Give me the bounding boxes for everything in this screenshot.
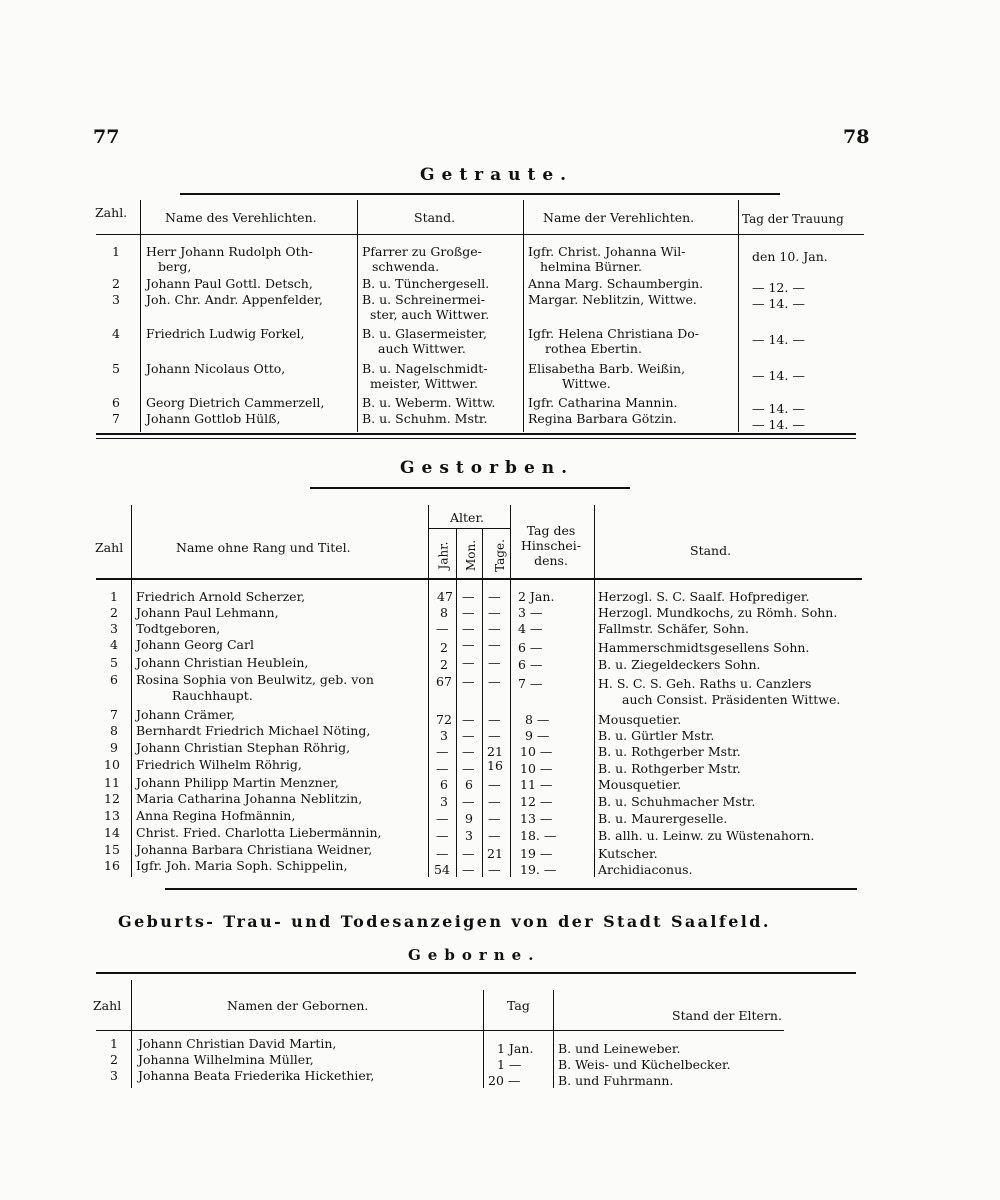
gestorben-row-15-name: Johanna Barbara Christiana Weidner,: [136, 842, 373, 857]
gestorben-row-7-name: Johann Crämer,: [136, 707, 235, 722]
getraute-row-5-stand: B. u. Nagelschmidt-: [362, 361, 488, 376]
getraute-row-4-stand-cont: auch Wittwer.: [378, 341, 466, 356]
gestorben-row-6-stand-cont: auch Consist. Präsidenten Wittwe.: [622, 692, 841, 707]
header-jahre: Jahr.: [436, 541, 451, 570]
getraute-row-1-bride-cont: helmina Bürner.: [540, 259, 643, 274]
gestorben-row-8-tage: —: [488, 728, 501, 743]
gestorben-row-4-name: Johann Georg Carl: [136, 637, 254, 652]
geborne-row-1-number: 1: [110, 1036, 118, 1051]
gestorben-row-4-tag: 6 —: [518, 640, 543, 655]
gestorben-row-6-number: 6: [110, 672, 118, 687]
gestorben-row-1-jahre: 47: [437, 589, 453, 604]
gestorben-row-8-monate: —: [462, 728, 475, 743]
gestorben-row-12-monate: —: [462, 794, 475, 809]
gestorben-row-7-tage: —: [488, 712, 501, 727]
gestorben-row-3-tag: 4 —: [518, 621, 543, 636]
gestorben-row-7-monate: —: [462, 712, 475, 727]
gestorben-row-6-monate: —: [462, 674, 475, 689]
gestorben-row-1-stand: Herzogl. S. C. Saalf. Hofprediger.: [598, 589, 810, 604]
gestorben-row-1-number: 1: [110, 589, 118, 604]
gestorben-row-3-tage: —: [488, 621, 501, 636]
gestorben-row-9-tage: 21: [487, 744, 503, 759]
gestorben-row-16-number: 16: [104, 858, 120, 873]
gestorben-row-2-jahre: 8: [440, 605, 448, 620]
getraute-row-3-stand: B. u. Schreinermei-: [362, 292, 486, 307]
header-name: Name ohne Rang und Titel.: [176, 540, 351, 555]
gestorben-row-10-name: Friedrich Wilhelm Röhrig,: [136, 757, 302, 772]
getraute-row-4-number: 4: [112, 326, 120, 341]
gestorben-row-15-stand: Kutscher.: [598, 846, 658, 861]
gestorben-row-14-tag: 18. —: [520, 828, 557, 843]
header-name-bride: Name der Verehlichten.: [543, 210, 695, 225]
gestorben-row-12-number: 12: [104, 791, 120, 806]
header-zahl: Zahl: [95, 540, 124, 555]
getraute-row-3-name: Joh. Chr. Andr. Appenfelder,: [146, 292, 323, 307]
geborne-row-2-number: 2: [110, 1052, 118, 1067]
getraute-row-6-stand: B. u. Weberm. Wittw.: [362, 395, 496, 410]
page-number-right: 78: [843, 126, 870, 148]
gestorben-row-5-stand: B. u. Ziegeldeckers Sohn.: [598, 657, 761, 672]
gestorben-row-13-name: Anna Regina Hofmännin,: [136, 808, 296, 823]
gestorben-row-9-tag: 10 —: [520, 744, 553, 759]
gestorben-row-9-number: 9: [110, 740, 118, 755]
getraute-row-4-stand: B. u. Glasermeister,: [362, 326, 488, 341]
gestorben-row-3-stand: Fallmstr. Schäfer, Sohn.: [598, 621, 749, 636]
gestorben-row-10-monate: —: [462, 761, 475, 776]
gestorben-row-5-tage: —: [488, 655, 501, 670]
getraute-row-2-stand: B. u. Tünchergesell.: [362, 276, 490, 291]
gestorben-row-13-tage: —: [488, 811, 501, 826]
gestorben-row-15-monate: —: [462, 846, 475, 861]
gestorben-row-10-tage: 16: [487, 758, 503, 773]
gestorben-row-6-name-cont: Rauchhaupt.: [172, 688, 253, 703]
getraute-row-3-date: — 14. —: [752, 296, 805, 311]
geborne-row-3-tag: 20 —: [488, 1073, 521, 1088]
gestorben-row-4-jahre: 2: [440, 640, 448, 655]
gestorben-row-12-name: Maria Catharina Johanna Neblitzin,: [136, 791, 363, 806]
getraute-row-4-name: Friedrich Ludwig Forkel,: [146, 326, 305, 341]
gestorben-row-1-name: Friedrich Arnold Scherzer,: [136, 589, 306, 604]
gestorben-row-13-stand: B. u. Maurergeselle.: [598, 811, 728, 826]
header-zahl: Zahl: [93, 998, 122, 1013]
getraute-row-1-stand-cont: schwenda.: [372, 259, 440, 274]
getraute-row-7-date: — 14. —: [752, 417, 805, 432]
gestorben-row-7-stand: Mousquetier.: [598, 712, 682, 727]
getraute-row-6-date: — 14. —: [752, 401, 805, 416]
gestorben-row-9-jahre: —: [436, 744, 449, 759]
gestorben-row-3-name: Todtgeboren,: [136, 621, 221, 636]
gestorben-row-1-tag: 2 Jan.: [518, 589, 555, 604]
getraute-row-5-number: 5: [112, 361, 120, 376]
gestorben-row-8-number: 8: [110, 723, 118, 738]
gestorben-row-8-stand: B. u. Gürtler Mstr.: [598, 728, 715, 743]
gestorben-row-5-name: Johann Christian Heublein,: [136, 655, 309, 670]
gestorben-row-13-tag: 13 —: [520, 811, 553, 826]
section-title-getraute: Getraute.: [420, 165, 574, 185]
getraute-row-1-bride: Igfr. Christ. Johanna Wil-: [528, 244, 686, 259]
gestorben-row-4-tage: —: [488, 637, 501, 652]
gestorben-row-16-tage: —: [488, 862, 501, 877]
gestorben-row-12-tag: 12 —: [520, 794, 553, 809]
getraute-row-1-name: Herr Johann Rudolph Oth-: [146, 244, 313, 259]
getraute-row-1-number: 1: [112, 244, 120, 259]
gestorben-row-7-number: 7: [110, 707, 118, 722]
gestorben-row-9-stand: B. u. Rothgerber Mstr.: [598, 744, 741, 759]
getraute-row-2-date: — 12. —: [752, 280, 805, 295]
gestorben-row-10-jahre: —: [436, 761, 449, 776]
gestorben-row-9-name: Johann Christian Stephan Röhrig,: [136, 740, 351, 755]
gestorben-row-8-name: Bernhardt Friedrich Michael Nöting,: [136, 723, 371, 738]
gestorben-row-12-stand: B. u. Schuhmacher Mstr.: [598, 794, 756, 809]
getraute-row-5-name: Johann Nicolaus Otto,: [146, 361, 286, 376]
getraute-row-7-stand: B. u. Schuhm. Mstr.: [362, 411, 488, 426]
gestorben-row-1-tage: —: [488, 589, 501, 604]
gestorben-row-11-number: 11: [104, 775, 120, 790]
getraute-row-1-date: den 10. Jan.: [752, 249, 828, 264]
getraute-row-2-bride: Anna Marg. Schaumbergin.: [528, 276, 704, 291]
gestorben-row-11-jahre: 6: [440, 777, 448, 792]
geborne-row-3-stand: B. und Fuhrmann.: [558, 1073, 674, 1088]
gestorben-row-2-stand: Herzogl. Mundkochs, zu Römh. Sohn.: [598, 605, 838, 620]
gestorben-row-2-tag: 3 —: [518, 605, 543, 620]
getraute-row-6-number: 6: [112, 395, 120, 410]
gestorben-row-5-number: 5: [110, 655, 118, 670]
header-monate: Mon.: [464, 539, 479, 572]
gestorben-row-3-monate: —: [462, 621, 475, 636]
section-title-geborne: Geborne.: [408, 946, 541, 964]
gestorben-row-5-tag: 6 —: [518, 657, 543, 672]
saalfeld-heading: Geburts- Trau- und Todesanzeigen von der Stadt Saalfeld.: [118, 912, 771, 931]
gestorben-row-14-monate: 3: [465, 828, 473, 843]
header-namen: Namen der Gebornen.: [227, 998, 369, 1013]
gestorben-row-6-tage: —: [488, 674, 501, 689]
gestorben-row-14-name: Christ. Fried. Charlotta Liebermännin,: [136, 825, 382, 840]
getraute-row-4-bride-cont: rothea Ebertin.: [545, 341, 642, 356]
getraute-row-3-bride: Margar. Neblitzin, Wittwe.: [528, 292, 697, 307]
header-zahl: Zahl.: [95, 205, 128, 220]
gestorben-row-4-number: 4: [110, 637, 118, 652]
header-tag-des-hinscheidens: Tag des Hinschei- dens.: [520, 523, 582, 568]
gestorben-row-13-number: 13: [104, 808, 120, 823]
gestorben-row-6-tag: 7 —: [518, 676, 543, 691]
geborne-row-1-tag: 1 Jan.: [497, 1041, 534, 1056]
gestorben-row-16-monate: —: [462, 862, 475, 877]
gestorben-row-1-monate: —: [462, 589, 475, 604]
getraute-row-5-date: — 14. —: [752, 368, 805, 383]
getraute-row-4-date: — 14. —: [752, 332, 805, 347]
header-date: Tag der Trauung: [742, 212, 844, 226]
gestorben-row-3-number: 3: [110, 621, 118, 636]
header-alter: Alter.: [450, 510, 485, 525]
gestorben-row-16-stand: Archidiaconus.: [598, 862, 693, 877]
header-stand-der-eltern: Stand der Eltern.: [672, 1008, 782, 1023]
gestorben-row-6-jahre: 67: [436, 674, 452, 689]
getraute-row-1-stand: Pfarrer zu Großge-: [362, 244, 482, 259]
gestorben-row-15-tag: 19 —: [520, 846, 553, 861]
gestorben-row-11-stand: Mousquetier.: [598, 777, 682, 792]
gestorben-row-14-number: 14: [104, 825, 120, 840]
geborne-row-2-tag: 1 —: [497, 1057, 522, 1072]
geborne-row-2-name: Johanna Wilhelmina Müller,: [138, 1052, 314, 1067]
gestorben-row-16-jahre: 54: [434, 862, 450, 877]
getraute-row-4-bride: Igfr. Helena Christiana Do-: [528, 326, 700, 341]
getraute-row-6-name: Georg Dietrich Cammerzell,: [146, 395, 325, 410]
page-number-left: 77: [93, 126, 120, 148]
header-name-groom: Name des Verehlichten.: [165, 210, 317, 225]
getraute-row-1-name-cont: berg,: [158, 259, 192, 274]
getraute-row-2-number: 2: [112, 276, 120, 291]
gestorben-row-7-tag: 8 —: [525, 712, 550, 727]
gestorben-row-8-tag: 9 —: [525, 728, 550, 743]
getraute-row-5-stand-cont: meister, Wittwer.: [370, 376, 478, 391]
geborne-row-1-stand: B. und Leineweber.: [558, 1041, 681, 1056]
gestorben-row-15-tage: 21: [487, 846, 503, 861]
gestorben-row-6-stand: H. S. C. S. Geh. Raths u. Canzlers: [598, 676, 812, 691]
geborne-row-3-number: 3: [110, 1068, 118, 1083]
gestorben-row-12-jahre: 3: [440, 794, 448, 809]
getraute-row-7-number: 7: [112, 411, 120, 426]
geborne-row-2-stand: B. Weis- und Küchelbecker.: [558, 1057, 731, 1072]
gestorben-row-13-jahre: —: [436, 811, 449, 826]
gestorben-row-11-name: Johann Philipp Martin Menzner,: [136, 775, 339, 790]
geborne-row-3-name: Johanna Beata Friederika Hickethier,: [138, 1068, 375, 1083]
gestorben-row-16-tag: 19. —: [520, 862, 557, 877]
gestorben-row-16-name: Igfr. Joh. Maria Soph. Schippelin,: [136, 858, 348, 873]
gestorben-row-11-monate: 6: [465, 777, 473, 792]
header-tage: Tage.: [492, 539, 507, 572]
header-tag: Tag: [507, 998, 530, 1013]
section-title-gestorben: Gestorben.: [400, 458, 575, 478]
gestorben-row-10-number: 10: [104, 757, 120, 772]
gestorben-row-4-monate: —: [462, 637, 475, 652]
gestorben-row-10-stand: B. u. Rothgerber Mstr.: [598, 761, 741, 776]
gestorben-row-10-tag: 10 —: [520, 761, 553, 776]
gestorben-row-9-monate: —: [462, 744, 475, 759]
header-stand: Stand.: [414, 210, 456, 225]
gestorben-row-11-tag: 11 —: [520, 777, 553, 792]
gestorben-row-2-tage: —: [488, 605, 501, 620]
gestorben-row-14-stand: B. allh. u. Leinw. zu Wüstenahorn.: [598, 828, 815, 843]
gestorben-row-7-jahre: 72: [436, 712, 452, 727]
gestorben-row-15-number: 15: [104, 842, 120, 857]
getraute-row-7-name: Johann Gottlob Hülß,: [146, 411, 281, 426]
gestorben-row-15-jahre: —: [436, 846, 449, 861]
gestorben-row-11-tage: —: [488, 777, 501, 792]
gestorben-row-2-monate: —: [462, 605, 475, 620]
gestorben-row-4-stand: Hammerschmidtsgesellens Sohn.: [598, 640, 810, 655]
header-stand: Stand.: [690, 543, 732, 558]
gestorben-row-14-tage: —: [488, 828, 501, 843]
gestorben-row-5-jahre: 2: [440, 657, 448, 672]
gestorben-row-6-name: Rosina Sophia von Beulwitz, geb. von: [136, 672, 374, 687]
getraute-row-3-stand-cont: ster, auch Wittwer.: [370, 307, 490, 322]
getraute-row-2-name: Johann Paul Gottl. Detsch,: [146, 276, 313, 291]
gestorben-row-3-jahre: —: [436, 621, 449, 636]
gestorben-row-2-number: 2: [110, 605, 118, 620]
gestorben-row-14-jahre: —: [436, 828, 449, 843]
gestorben-row-2-name: Johann Paul Lehmann,: [136, 605, 279, 620]
getraute-row-7-bride: Regina Barbara Götzin.: [528, 411, 677, 426]
getraute-row-5-bride-cont: Wittwe.: [562, 376, 611, 391]
gestorben-row-5-monate: —: [462, 655, 475, 670]
gestorben-row-13-monate: 9: [465, 811, 473, 826]
getraute-row-3-number: 3: [112, 292, 120, 307]
gestorben-row-12-tage: —: [488, 794, 501, 809]
gestorben-row-8-jahre: 3: [440, 728, 448, 743]
getraute-row-6-bride: Igfr. Catharina Mannin.: [528, 395, 678, 410]
geborne-row-1-name: Johann Christian David Martin,: [138, 1036, 337, 1051]
getraute-row-5-bride: Elisabetha Barb. Weißin,: [528, 361, 686, 376]
